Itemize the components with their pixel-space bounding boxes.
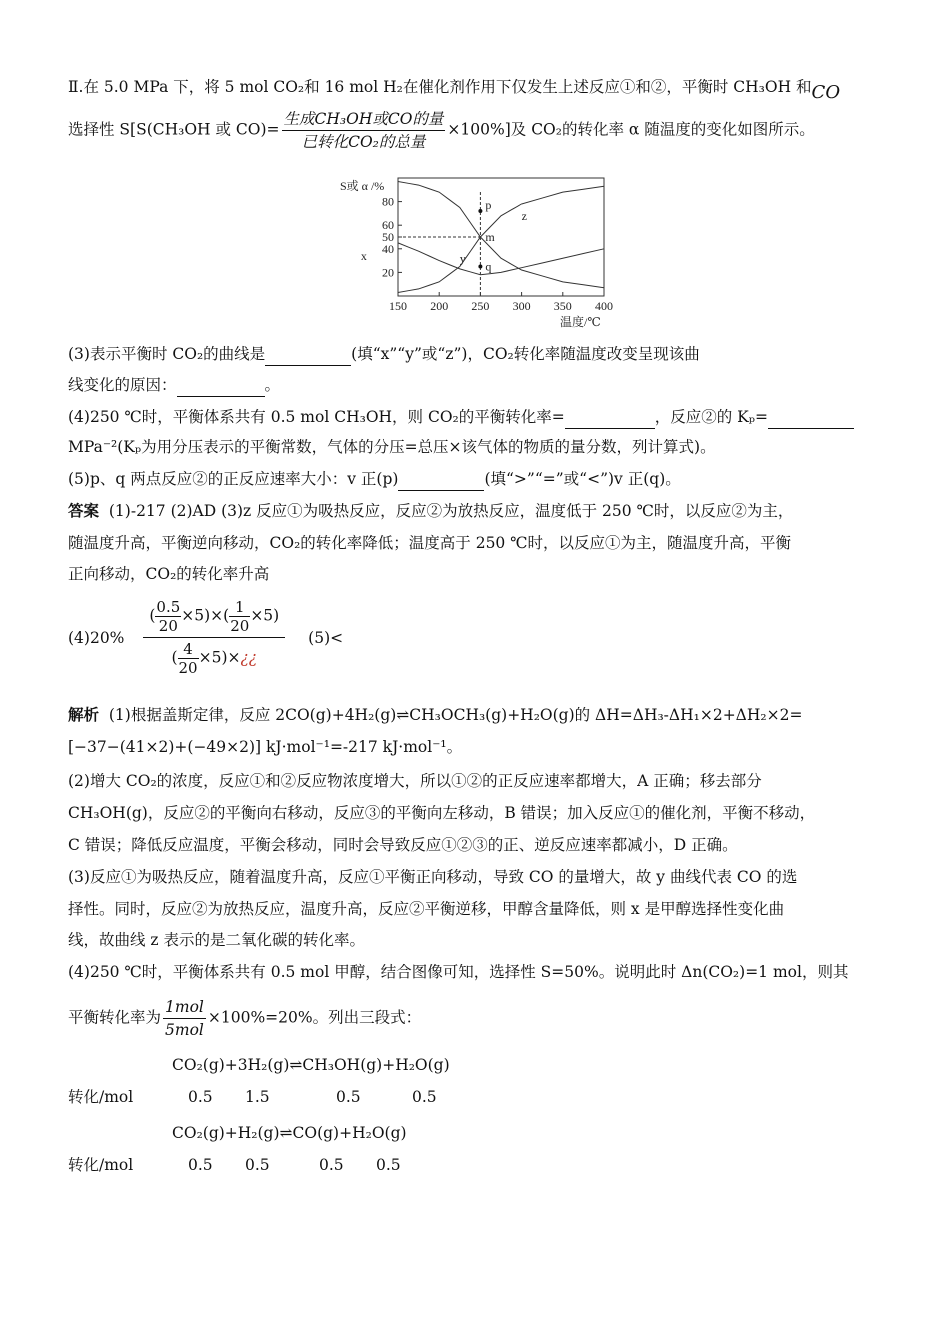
kp-frac-3-num: 4	[178, 640, 199, 659]
analysis-text-2: [−37−(41×2)+(−49×2)] kJ·mol⁻¹=-217 kJ·mol⁻¹。	[68, 738, 463, 756]
chart-xlabel: 温度/℃	[560, 315, 601, 329]
answer-line-3	[68, 563, 269, 585]
analysis-line-4	[68, 802, 815, 824]
kp-frac-3-den: 20	[178, 659, 198, 677]
intro-line-1	[68, 76, 840, 104]
answer-text-3: 正向移动，CO₂的转化率升高	[68, 565, 270, 583]
q3-text-1a: (3)表示平衡时 CO₂的曲线是	[68, 345, 266, 363]
q4-blank-conversion[interactable]	[565, 406, 655, 429]
kp-num-mid: ×5)×(	[181, 606, 230, 625]
q5-blank[interactable]	[398, 468, 484, 491]
analysis-line-3	[68, 770, 762, 792]
answer-5: (5)<	[308, 628, 344, 647]
q4-line-2	[68, 436, 716, 458]
kp-den-mid: ×5)×	[198, 648, 241, 667]
intro-text-1: Ⅱ.在 5.0 MPa 下，将 5 mol CO₂和 16 mol H₂在催化剂作用下仅发生上述反应①和②，平衡时 CH₃OH 和	[68, 78, 812, 96]
curve-z	[398, 243, 604, 275]
curve-y	[398, 186, 604, 292]
kp-expression	[143, 596, 285, 679]
eq2-row	[68, 1154, 133, 1176]
eq2-row-label: 转化/mol	[68, 1156, 134, 1174]
conversion-frac-num: 1mol	[163, 996, 206, 1019]
intro-line-2	[68, 108, 815, 153]
q4-line-1	[68, 406, 854, 429]
q4-text-2: MPa⁻²(Kₚ为用分压表示的平衡常数，气体的分压=总压×该气体的物质的量分数，列计算式)。	[68, 438, 716, 456]
y-tick-label: 80	[382, 194, 394, 209]
analysis-text-4: CH₃OH(g)，反应②的平衡向右移动，反应③的平衡向左移动，B 错误；加入反应①的催化剂，平衡不移动，	[68, 804, 816, 822]
q3-line-1	[68, 343, 700, 366]
kp-denominator	[143, 638, 285, 679]
q3-text-1b: (填“x”“y”或“z”)，CO₂转化率随温度改变呈现该曲	[351, 345, 700, 363]
answer-text-2: 随温度升高，平衡逆向移动，CO₂的转化率降低；温度高于 250 ℃时，以反应①为主，随温度升高，平衡	[68, 534, 792, 552]
curve-x	[398, 182, 604, 288]
kp-frac-1-den: 20	[158, 617, 178, 635]
y-tick-label: 20	[382, 265, 394, 280]
q4-blank-kp[interactable]	[768, 406, 854, 429]
equation-1	[172, 1054, 450, 1076]
y-tick-label: 40	[382, 241, 394, 256]
kp-frac-1-num: 0.5	[156, 598, 181, 616]
curve-label-y: y	[459, 251, 466, 266]
q3-text-2b: 。	[264, 376, 281, 394]
analysis-line-2	[68, 736, 462, 758]
q4-text-1b: ，反应②的 Kₚ=	[654, 408, 768, 426]
eq2-val-4: 0.5	[376, 1156, 401, 1174]
point-label-m: m	[485, 230, 495, 244]
y-tick-label: 60	[382, 218, 394, 233]
selectivity-conversion-chart	[338, 172, 618, 332]
intro-text-2a: 选择性 S[S(CH₃OH 或 CO)=	[68, 120, 280, 139]
analysis-text-6: (3)反应①为吸热反应，随着温度升高，反应①平衡正向移动，导致 CO 的量增大，故 y 曲线代表 CO 的选	[68, 868, 798, 886]
intro-text-2b: ×100%]及 CO₂的转化率 α 随温度的变化如图所示。	[447, 120, 815, 139]
kp-frac-3	[178, 640, 199, 677]
point-p	[478, 209, 482, 213]
eq1-val-3: 0.5	[336, 1088, 361, 1106]
eq1-row-label: 转化/mol	[68, 1088, 134, 1106]
analysis-text-7: 择性。同时，反应②为放热反应，温度升高，反应②平衡逆移，甲醇含量降低，则 x 是甲醇选择性变化曲	[68, 900, 785, 918]
answer-line-1	[68, 500, 793, 522]
answer-4-row	[68, 596, 343, 679]
kp-den-paren: (	[171, 648, 178, 667]
q5-text-b: (填“>”“=”或“<”)v 正(q)。	[484, 470, 681, 488]
selectivity-denominator: 已转化CO₂的总量	[301, 133, 426, 151]
kp-numerator	[143, 596, 285, 638]
q4-text-1a: (4)250 ℃时，平衡体系共有 0.5 mol CH₃OH，则 CO₂的平衡转化率=	[68, 408, 565, 426]
equation-1-text: CO₂(g)+3H₂(g)⇌CH₃OH(g)+H₂O(g)	[172, 1056, 450, 1074]
analysis-line-1	[68, 704, 802, 726]
curve-label-z: z	[521, 208, 527, 223]
curve-label-x: x	[360, 248, 367, 263]
analysis-text-8: 线，故曲线 z 表示的是二氧化碳的转化率。	[68, 931, 366, 949]
kp-num-end: ×5)	[250, 606, 280, 625]
kp-frac-2-den: 20	[230, 617, 250, 635]
answer-4-label: (4)20%	[68, 628, 125, 647]
selectivity-numerator: 生成CH₃OH或CO的量	[282, 108, 446, 131]
x-tick-label: 400	[595, 299, 613, 313]
kp-den-garbled: ¿¿	[240, 648, 258, 667]
intro-text-co: CO	[811, 82, 841, 103]
q5-text-a: (5)p、q 两点反应②的正反应速率大小：v 正(p)	[68, 470, 399, 488]
equation-2-text: CO₂(g)+H₂(g)⇌CO(g)+H₂O(g)	[172, 1124, 407, 1142]
q3-line-2	[68, 374, 280, 397]
answer-label: 答案	[68, 501, 100, 520]
x-tick-label: 250	[471, 299, 490, 313]
analysis-line-5	[68, 834, 738, 856]
point-q	[478, 265, 482, 269]
equation-2	[172, 1122, 407, 1144]
analysis-text-10b: ×100%=20%。列出三段式：	[207, 1008, 422, 1027]
x-tick-label: 300	[512, 299, 531, 313]
selectivity-fraction	[282, 108, 446, 153]
answer-line-2	[68, 532, 791, 554]
analysis-line-8	[68, 929, 365, 951]
x-tick-label: 350	[553, 299, 572, 313]
analysis-line-7	[68, 898, 784, 920]
x-tick-label: 150	[389, 299, 407, 313]
q5-line	[68, 468, 681, 491]
y-tick-label: 50	[382, 230, 394, 244]
eq2-val-3: 0.5	[319, 1156, 344, 1174]
answer-text-1: (1)-217 (2)AD (3)z 反应①为吸热反应，反应②为放热反应，温度低于 250 ℃时，以反应②为主，	[108, 502, 794, 520]
eq2-val-1: 0.5	[188, 1156, 213, 1174]
analysis-text-10a: 平衡转化率为	[68, 1008, 162, 1027]
point-label-p: p	[485, 198, 492, 213]
q3-blank-reason[interactable]	[177, 374, 265, 397]
kp-paren: (	[149, 606, 156, 625]
eq1-row	[68, 1086, 133, 1108]
kp-frac-2	[229, 598, 250, 635]
eq1-val-1: 0.5	[188, 1088, 213, 1106]
analysis-line-10	[68, 996, 421, 1041]
analysis-text-3: (2)增大 CO₂的浓度，反应①和②反应物浓度增大，所以①②的正反应速率都增大，A 正确；移去部分	[68, 772, 762, 790]
eq1-val-4: 0.5	[412, 1088, 437, 1106]
eq1-val-2: 1.5	[245, 1088, 270, 1106]
analysis-text-5: C 错误；降低反应温度，平衡会移动，同时会导致反应①②③的正、逆反应速率都减小，D 正确。	[68, 836, 738, 854]
analysis-text-9: (4)250 ℃时，平衡体系共有 0.5 mol 甲醇，结合图像可知，选择性 S=50%。说明此时 Δn(CO₂)=1 mol，则其	[68, 963, 849, 981]
kp-frac-2-num: 1	[229, 598, 250, 617]
conversion-fraction	[163, 996, 206, 1041]
analysis-line-9	[68, 961, 848, 983]
chart-ylabel: S或 α /%	[340, 179, 385, 193]
point-label-q: q	[485, 259, 492, 274]
analysis-text-1: (1)根据盖斯定律，反应 2CO(g)+4H₂(g)⇌CH₃OCH₃(g)+H₂O(g)的 ΔH=ΔH₃-ΔH₁×2+ΔH₂×2=	[108, 706, 803, 724]
analysis-line-6	[68, 866, 797, 888]
q3-text-2a: 线变化的原因：	[68, 376, 177, 394]
conversion-frac-den: 5mol	[165, 1021, 204, 1039]
eq2-val-2: 0.5	[245, 1156, 270, 1174]
kp-frac-1	[155, 598, 181, 635]
x-tick-label: 200	[430, 299, 449, 313]
q3-blank-curve[interactable]	[265, 343, 351, 366]
analysis-label: 解析	[68, 705, 100, 724]
